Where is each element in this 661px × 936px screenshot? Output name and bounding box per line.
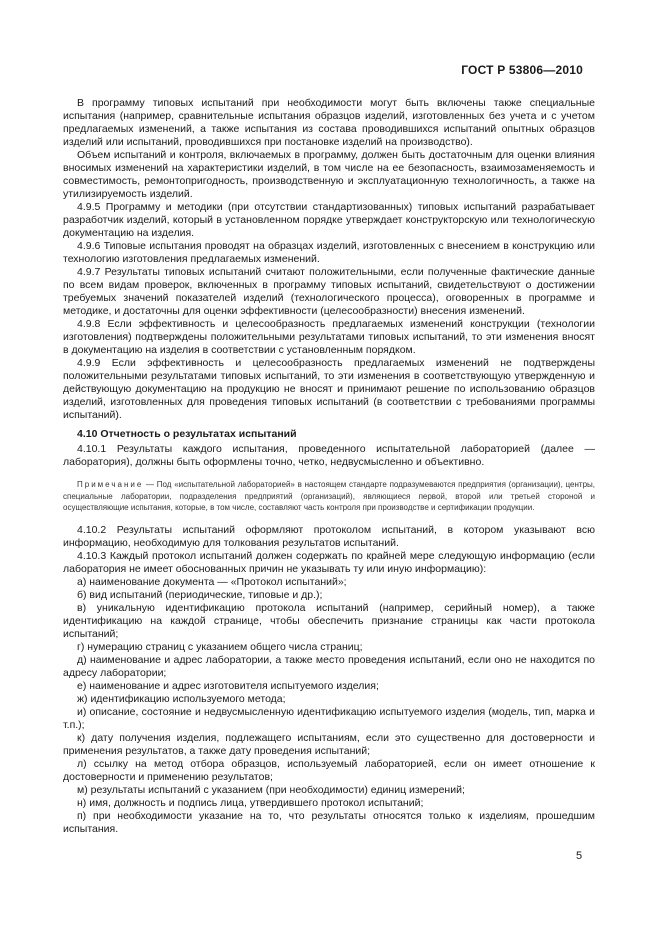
list-item-k: к) дату получения изделия, подлежащего испытаниям, если это существенно для достоверности и применения результатов, а также дату проведения испытаний; [63,731,595,757]
paragraph-special-tests: В программу типовых испытаний при необходимости могут быть включены также специальные испытания (например, сравнительные испытания образцов изделий, изготовленных без учета и с учетом предлагаемых изменений, а также испытания из состава проводившихся испытаний опытных образцов изделий или испытаний, проводившихся при постановке изделий на производство). [63,97,595,148]
paragraph-scope: Объем испытаний и контроля, включаемых в программу, должен быть достаточным для оценки влияния вносимых изменений на характеристики изделий, в том числе на ее безопасность, взаимозаменяемость и совместимость, ремонтопригодность, производственную и эксплуатационную технологичность, а также на утилизируемость изделий. [63,149,595,200]
list-item-d: д) наименование и адрес лаборатории, а также место проведения испытаний, если оно не находится по адресу лаборатории; [63,653,595,679]
paragraph-4-10-3: 4.10.3 Каждый протокол испытаний должен содержать по крайней мере следующую информацию (если лаборатория не имеет обоснованных причин не указывать ту или иную информацию): [63,549,595,575]
paragraph-4-10-1: 4.10.1 Результаты каждого испытания, проведенного испытательной лабораторией (далее — лаборатория), должны быть оформлены точно, четко, недвусмысленно и объективно. [63,443,595,468]
paragraph-4-9-8: 4.9.8 Если эффективность и целесообразность предлагаемых изменений конструкции (технологии изготовления) подтверждены положительными результатами типовых испытаний, то эти изменения вносят в документацию на изделия в соответствии с установленным порядком. [63,318,595,356]
page-body [63,97,595,836]
list-item-n: н) имя, должность и подпись лица, утвердившего протокол испытаний; [77,796,424,809]
note [63,479,595,514]
list-item-b: б) вид испытаний (периодические, типовые и др.); [77,588,323,601]
paragraph-4-9-5: 4.9.5 Программу и методики (при отсутствии стандартизованных) типовых испытаний разрабатывает разработчик изделий, который в установленном порядке утверждает конструкторскую или технологическую документацию на изделия. [63,201,595,239]
list-item-e: е) наименование и адрес изготовителя испытуемого изделия; [77,679,379,692]
list-item-g: г) нумерацию страниц с указанием общего числа страниц; [77,640,363,653]
paragraph-4-9-7: 4.9.7 Результаты типовых испытаний считают положительными, если полученные фактические данные по всем видам проверок, включенных в программу типовых испытаний, свидетельствуют о достижении требуемых значений показателей изделий (технологического процесса), оговоренных в программе и методике, и достаточны для оценки эффективности (целесообразности) внесения изменений. [63,266,595,317]
section-title: 4.10 Отчетность о результатах испытаний [77,428,297,440]
document-header: ГОСТ Р 53806—2010 [461,63,583,77]
page-number: 5 [576,850,583,862]
list-item-l: л) ссылку на метод отбора образцов, используемый лабораторией, если он имеет отношение к достоверности и применению результатов; [63,757,595,783]
list-item-zh: ж) идентификацию используемого метода; [77,692,286,705]
list-item-m: м) результаты испытаний с указанием (при необходимости) единиц измерений; [77,783,465,796]
note-text: — Под «испытательной лабораторией» в настоящем стандарте подразумеваются предприятия (организации), центры, специальные лаборатории, подразделения предприятий (организаций), являющиеся первой, второй или третьей стороной и осуществляющие испытания, которые, в том числе, составляют часть контроля при производстве и сертификации продукции. [63,480,595,512]
note-label: Примечание [77,480,144,489]
paragraph-4-9-9: 4.9.9 Если эффективность и целесообразность предлагаемых изменений не подтверждены положительными результатами типовых испытаний, то эти изменения в соответствующую утвержденную и действующую документацию на продукцию не вносят и принимают решение по использованию образцов изделий, изготовленных для проведения типовых испытаний (в соответствии с требованиями программы испытаний). [63,357,595,421]
list-item-p: п) при необходимости указание на то, что результаты относятся только к изделиям, прошедшим испытания. [63,809,595,835]
list-item-i: и) описание, состояние и недвусмысленную идентификацию испытуемого изделия (модель, тип, марка и т.п.); [63,705,595,731]
paragraph-4-10-2: 4.10.2 Результаты испытаний оформляют протоколом испытаний, в котором указывают всю информацию, необходимую для толкования результатов испытаний. [63,523,595,549]
list-item-v: в) уникальную идентификацию протокола испытаний (например, серийный номер), а также идентификацию на каждой странице, чтобы обеспечить признание страницы как части протокола испытаний; [63,601,595,640]
paragraph-4-9-6: 4.9.6 Типовые испытания проводят на образцах изделий, изготовленных с внесением в конструкцию или технологию изготовления предлагаемых изменений. [63,240,595,265]
list-item-a: а) наименование документа — «Протокол испытаний»; [77,575,347,588]
